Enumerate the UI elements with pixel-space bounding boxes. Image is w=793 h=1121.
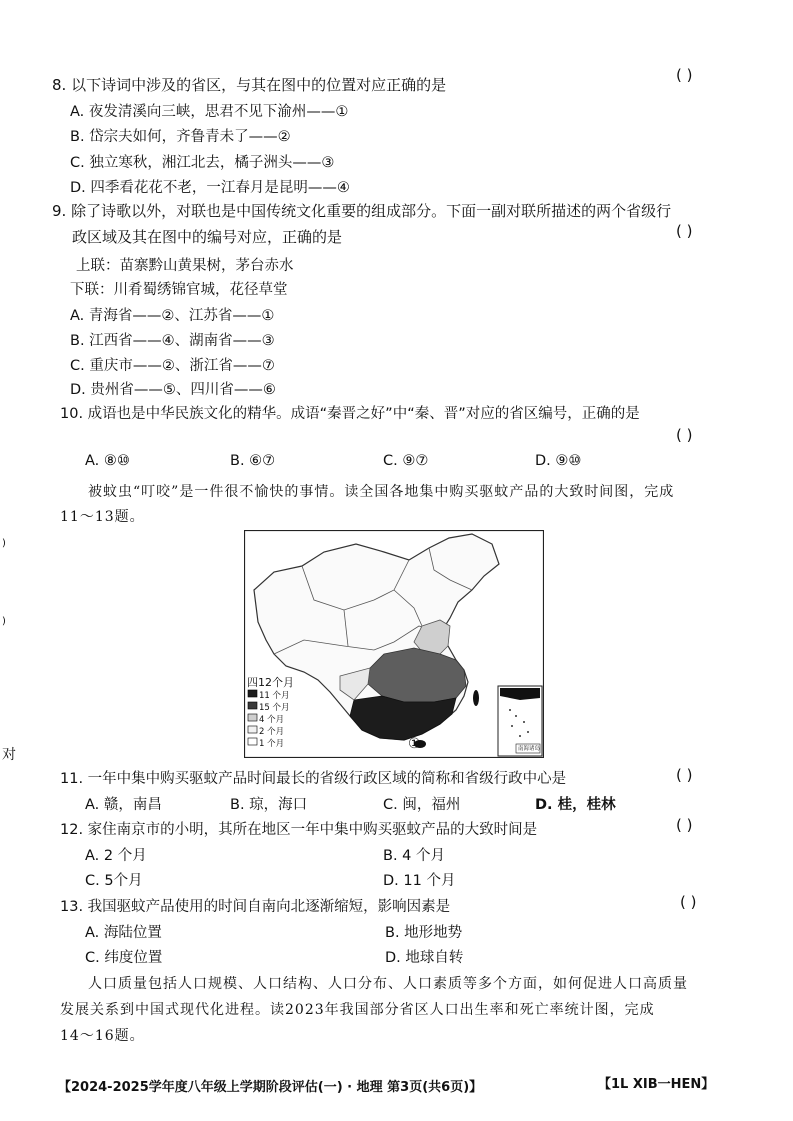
intro-14-16-line3: 14～16题。 <box>60 1028 145 1044</box>
map-marker-1: ① <box>408 736 421 752</box>
q8-stem: 8. 以下诗词中涉及的省区，与其在图中的位置对应正确的是 <box>52 76 447 94</box>
q11-option-c: C. 闽，福州 <box>383 797 461 813</box>
q9-couplet-upper: 上联：苗寨黔山黄果树，茅台赤水 <box>76 258 294 274</box>
q10-option-d: D. ⑨⑩ <box>535 453 582 469</box>
footer-code: 【1L XIB一HEN】 <box>598 1077 715 1092</box>
q13-option-a: A. 海陆位置 <box>85 925 162 941</box>
q12-option-b: B. 4 个月 <box>383 848 446 864</box>
q13-option-d: D. 地球自转 <box>385 950 464 966</box>
q9-stem-line2: 政区域及其在图中的编号对应，正确的是 <box>72 228 343 246</box>
intro-14-16-line2: 发展关系到中国式现代化进程。读2023年我国部分省区人口出生率和死亡率统计图，完成 <box>60 1002 655 1018</box>
q11-option-a: A. 赣，南昌 <box>85 797 162 813</box>
q8-answer-bracket: ( ) <box>676 66 693 84</box>
q13-option-b: B. 地形地势 <box>385 925 463 941</box>
q9-option-d: D. 贵州省——⑤、四川省——⑥ <box>70 382 276 398</box>
q10-option-a: A. ⑧⑩ <box>85 453 130 469</box>
q11-answer-bracket: ( ) <box>676 766 693 784</box>
legend-item: 4 个月 <box>259 715 285 725</box>
q13-answer-bracket: ( ) <box>680 893 697 911</box>
q10-option-c: C. ⑨⑦ <box>383 453 429 469</box>
q13-option-c: C. 纬度位置 <box>85 950 163 966</box>
legend-item: 2 个月 <box>259 727 285 737</box>
q11-option-b: B. 琼，海口 <box>230 797 308 813</box>
q9-option-c: C. 重庆市——②、浙江省——⑦ <box>70 358 275 374</box>
q8-option-a: A. 夜发清溪向三峡，思君不见下渝州——① <box>70 104 349 120</box>
footer-text: 【2024-2025学年度八年级上学期阶段评估(一) · 地理 第3页(共6页)】 <box>58 1080 483 1095</box>
taiwan-island <box>473 690 479 706</box>
legend-item: 15 个月 <box>259 703 290 713</box>
q9-option-b: B. 江西省——④、湖南省——③ <box>70 333 275 349</box>
q9-answer-bracket: ( ) <box>676 222 693 240</box>
q10-option-b: B. ⑥⑦ <box>230 453 276 469</box>
intro-14-16-line1: 人口质量包括人口规模、人口结构、人口分布、人口素质等多个方面，如何促进人口高质量 <box>88 976 688 992</box>
q9-couplet-lower: 下联：川肴蜀绣锦官城，花径草堂 <box>70 282 288 298</box>
q9-option-a: A. 青海省——②、江苏省——① <box>70 308 275 324</box>
q12-answer-bracket: ( ) <box>676 816 693 834</box>
inset-label: 南海诸岛 <box>518 746 541 752</box>
intro-11-13-line2: 11～13题。 <box>60 509 145 525</box>
q12-option-c: C. 5个月 <box>85 873 143 889</box>
q12-option-d: D. 11 个月 <box>383 873 456 889</box>
legend-item: 1 个月 <box>259 739 285 749</box>
q10-answer-bracket: ( ) <box>676 426 693 444</box>
intro-11-13-line1: 被蚊虫“叮咬”是一件很不愉快的事情。读全国各地集中购买驱蚊产品的大致时间图，完成 <box>88 484 675 500</box>
legend-title: 四12个月 <box>247 676 294 689</box>
q11-option-d: D. 桂，桂林 <box>535 797 616 813</box>
q10-stem: 10. 成语也是中华民族文化的精华。成语“秦晋之好”中“秦、晋”对应的省区编号，正确的是 <box>60 406 640 422</box>
margin-mark: ) <box>2 616 6 627</box>
q8-option-c: C. 独立寒秋，湘江北去，橘子洲头——③ <box>70 155 335 171</box>
mosquito-repellent-map <box>244 530 544 758</box>
map-svg <box>244 530 544 758</box>
q12-stem: 12. 家住南京市的小明，其所在地区一年中集中购买驱蚊产品的大致时间是 <box>60 822 538 838</box>
legend-item: 11 个月 <box>259 691 290 701</box>
q11-stem: 11. 一年中集中购买驱蚊产品时间最长的省级行政区域的简称和省级行政中心是 <box>60 771 567 787</box>
margin-text: 对 <box>2 747 16 763</box>
q9-stem-line1: 9. 除了诗歌以外，对联也是中国传统文化重要的组成部分。下面一副对联所描述的两个省级行 <box>52 202 672 220</box>
q8-option-d: D. 四季看花花不老，一江春月是昆明——④ <box>70 180 350 196</box>
q13-stem: 13. 我国驱蚊产品使用的时间自南向北逐渐缩短，影响因素是 <box>60 899 451 915</box>
q12-option-a: A. 2 个月 <box>85 848 147 864</box>
q8-option-b: B. 岱宗夫如何，齐鲁青未了——② <box>70 129 291 145</box>
margin-mark: ) <box>2 538 6 549</box>
